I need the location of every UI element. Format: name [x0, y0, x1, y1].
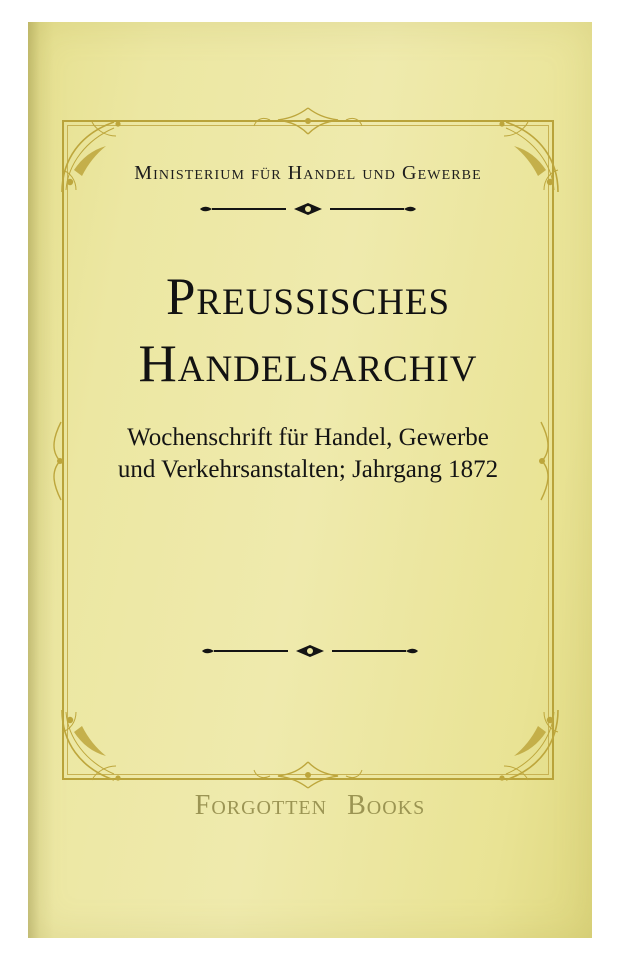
corner-flourish-icon [476, 700, 568, 792]
subtitle [80, 422, 536, 487]
page-title [80, 264, 536, 398]
page-edge-bottom [0, 938, 620, 960]
author-name: Ministerium für Handel und Gewerbe [134, 162, 482, 184]
cover-text-block [80, 160, 536, 487]
bottom-divider-ornament-icon [200, 640, 420, 662]
publisher-word-2: Books [347, 790, 426, 821]
subtitle-line-2: und Verkehrsanstalten; Jahrgang 1872 [117, 456, 499, 484]
corner-flourish-icon [52, 700, 144, 792]
publisher-logo [0, 790, 620, 822]
page-edge-top [0, 0, 620, 22]
title-line-1: Preussisches [165, 268, 451, 326]
publisher-word-1: Forgotten [194, 790, 328, 821]
divider-ornament-icon [198, 198, 418, 220]
bottom-center-flourish-icon [248, 758, 368, 792]
subtitle-line-1: Wochenschrift für Handel, Gewerbe [127, 423, 489, 451]
top-center-flourish-icon [248, 104, 368, 138]
side-flourish-left-icon [44, 416, 78, 506]
title-line-2: Handelsarchiv [138, 334, 478, 393]
